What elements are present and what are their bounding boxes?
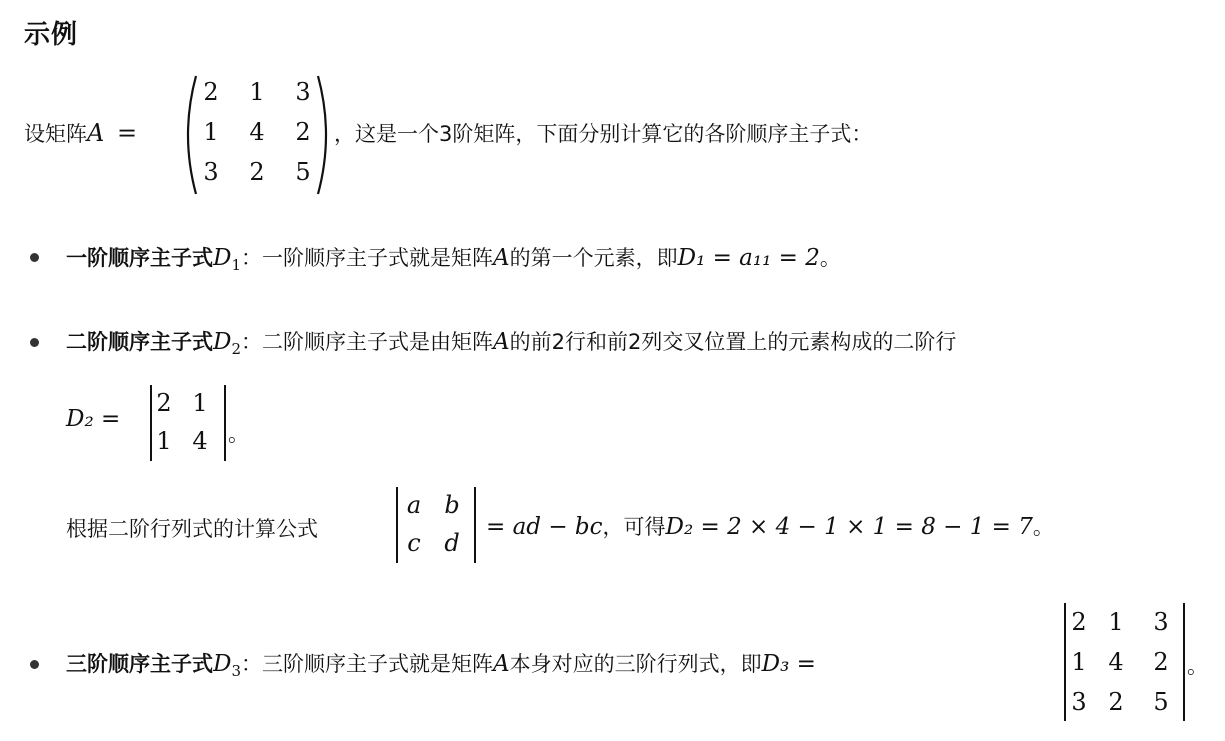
item-1-symbol: D (213, 245, 232, 271)
item-1-text2: 的第一个元素，即 (509, 246, 678, 270)
d3-determinant (1066, 602, 1182, 722)
intro-suffix: ，这是一个3阶矩阵，下面分别计算它的各阶顺序主子式： (334, 122, 873, 146)
det-cell: 1 (192, 389, 208, 417)
item-1-title: 一阶顺序主子式 (66, 246, 213, 270)
matrix-cell: 2 (249, 158, 265, 186)
formula-prefix: 根据二阶行列式的计算公式 (66, 517, 318, 541)
item-3-matrix-symbol: A (493, 651, 510, 677)
det-cell: 1 (1071, 648, 1087, 676)
det-cell: 3 (1071, 688, 1087, 716)
formula-rest (486, 511, 1054, 541)
formula-mid: ，可得 (602, 515, 666, 539)
matrix-a (194, 72, 320, 192)
bullet-3 (30, 660, 39, 669)
det-cell: a (406, 491, 422, 519)
item-1-matrix-symbol: A (493, 245, 510, 271)
formula-right-bar (474, 487, 476, 563)
det-cell: c (407, 529, 421, 557)
formula-rhs: = ad − bc (486, 514, 603, 540)
intro-equals: = (117, 119, 138, 147)
item-1-equation: D₁ = a₁₁ = 2 (677, 245, 820, 271)
det-cell: 2 (1153, 648, 1169, 676)
det-cell: 1 (1108, 608, 1124, 636)
det-cell: 2 (156, 389, 172, 417)
intro-prefix-line (24, 118, 137, 148)
formula-end: 。 (1032, 515, 1054, 539)
matrix-cell: 2 (203, 78, 219, 106)
intro-prefix: 设矩阵 (24, 122, 87, 146)
item-1-end: 。 (819, 246, 841, 270)
item-2-text2: 的前2行和前2列交叉位置上的元素构成的二阶行 (509, 330, 957, 354)
item-2-title: 二阶顺序主子式 (66, 330, 213, 354)
item-2-text1: ：二阶顺序主子式是由矩阵 (241, 330, 493, 354)
item-3-subscript: 3 (231, 662, 241, 680)
det-cell: b (444, 491, 460, 519)
section-heading: 示例 (24, 20, 79, 50)
matrix-symbol: A (87, 119, 105, 147)
item-3-end: 。 (1187, 654, 1208, 678)
d2-end: 。 (228, 422, 249, 446)
formula-determinant (398, 486, 474, 562)
bullet-2 (30, 338, 39, 347)
matrix-cell: 1 (249, 78, 265, 106)
item-3-line (66, 648, 816, 680)
matrix-cell: 3 (203, 158, 219, 186)
formula-result: D₂ = 2 × 4 − 1 × 1 = 8 − 1 = 7 (665, 514, 1033, 540)
d2-determinant (152, 384, 224, 460)
item-1-subscript: 1 (231, 256, 241, 274)
d3-right-bar (1183, 603, 1185, 721)
det-cell: 4 (1108, 648, 1124, 676)
det-cell: 4 (192, 427, 208, 455)
matrix-cell: 4 (249, 118, 265, 146)
right-paren (314, 74, 336, 196)
matrix-cell: 5 (295, 158, 311, 186)
item-2-line (66, 326, 956, 358)
det-cell: 3 (1153, 608, 1169, 636)
det-cell: 2 (1108, 688, 1124, 716)
det-cell: d (444, 529, 460, 557)
det-cell: 5 (1153, 688, 1169, 716)
det-cell: 2 (1071, 608, 1087, 636)
matrix-cell: 2 (295, 118, 311, 146)
item-3-text2: 本身对应的三阶行列式，即 (509, 652, 762, 676)
item-1-text1: ：一阶顺序主子式就是矩阵 (241, 246, 493, 270)
det-cell: 1 (156, 427, 172, 455)
item-3-text1: ：三阶顺序主子式就是矩阵 (241, 652, 493, 676)
item-2-subscript: 2 (231, 340, 241, 358)
d2-right-bar (224, 385, 226, 461)
matrix-cell: 1 (203, 118, 219, 146)
matrix-cell: 3 (295, 78, 311, 106)
item-2-matrix-symbol: A (493, 329, 510, 355)
d3-label: D₃ = (761, 651, 816, 677)
item-3-symbol: D (213, 651, 232, 677)
item-1-line (66, 242, 841, 274)
bullet-1 (30, 253, 39, 262)
item-3-title: 三阶顺序主子式 (66, 652, 213, 676)
d2-label: D₂ = (66, 406, 121, 432)
item-2-symbol: D (213, 329, 232, 355)
